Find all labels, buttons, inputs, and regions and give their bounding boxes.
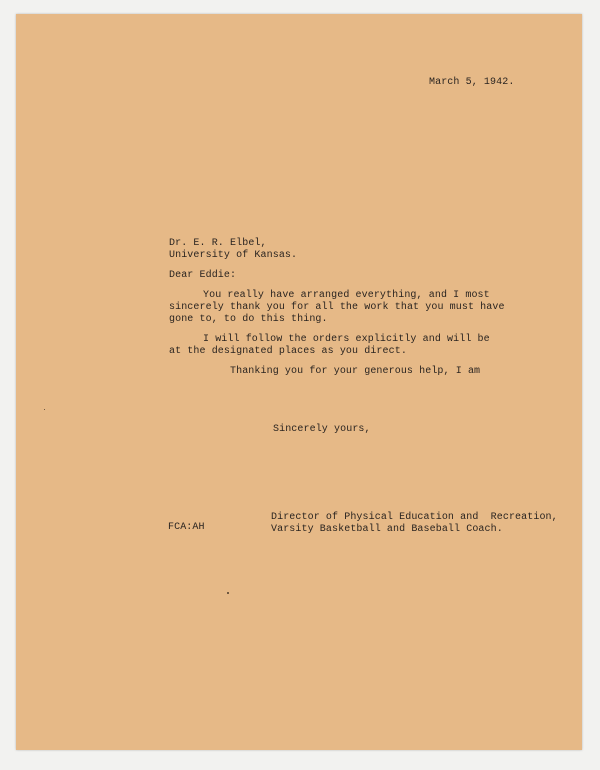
recipient-name: Dr. E. R. Elbel, xyxy=(169,238,267,249)
letter-date: March 5, 1942. xyxy=(429,77,515,88)
paragraph-1-line-1: You really have arranged everything, and I most xyxy=(203,290,490,301)
paragraph-1-line-3: gone to, to do this thing. xyxy=(169,314,328,325)
paragraph-2-line-2: at the designated places as you direct. xyxy=(169,346,407,357)
paragraph-1-line-2: sincerely thank you for all the work that you must have xyxy=(169,302,505,313)
paragraph-3-line-1: Thanking you for your generous help, I am xyxy=(230,366,481,377)
salutation: Dear Eddie: xyxy=(169,270,237,281)
closing: Sincerely yours, xyxy=(273,424,371,435)
typist-initials: FCA:AH xyxy=(168,522,205,533)
recipient-institution: University of Kansas. xyxy=(169,250,298,261)
paper-speck xyxy=(227,592,229,594)
paragraph-2-line-1: I will follow the orders explicitly and will be xyxy=(203,334,490,345)
title-line-2: Varsity Basketball and Baseball Coach. xyxy=(271,524,503,535)
title-line-1: Director of Physical Education and Recreation, xyxy=(271,512,558,523)
paper-speck xyxy=(44,409,45,410)
letter-page xyxy=(16,14,582,750)
